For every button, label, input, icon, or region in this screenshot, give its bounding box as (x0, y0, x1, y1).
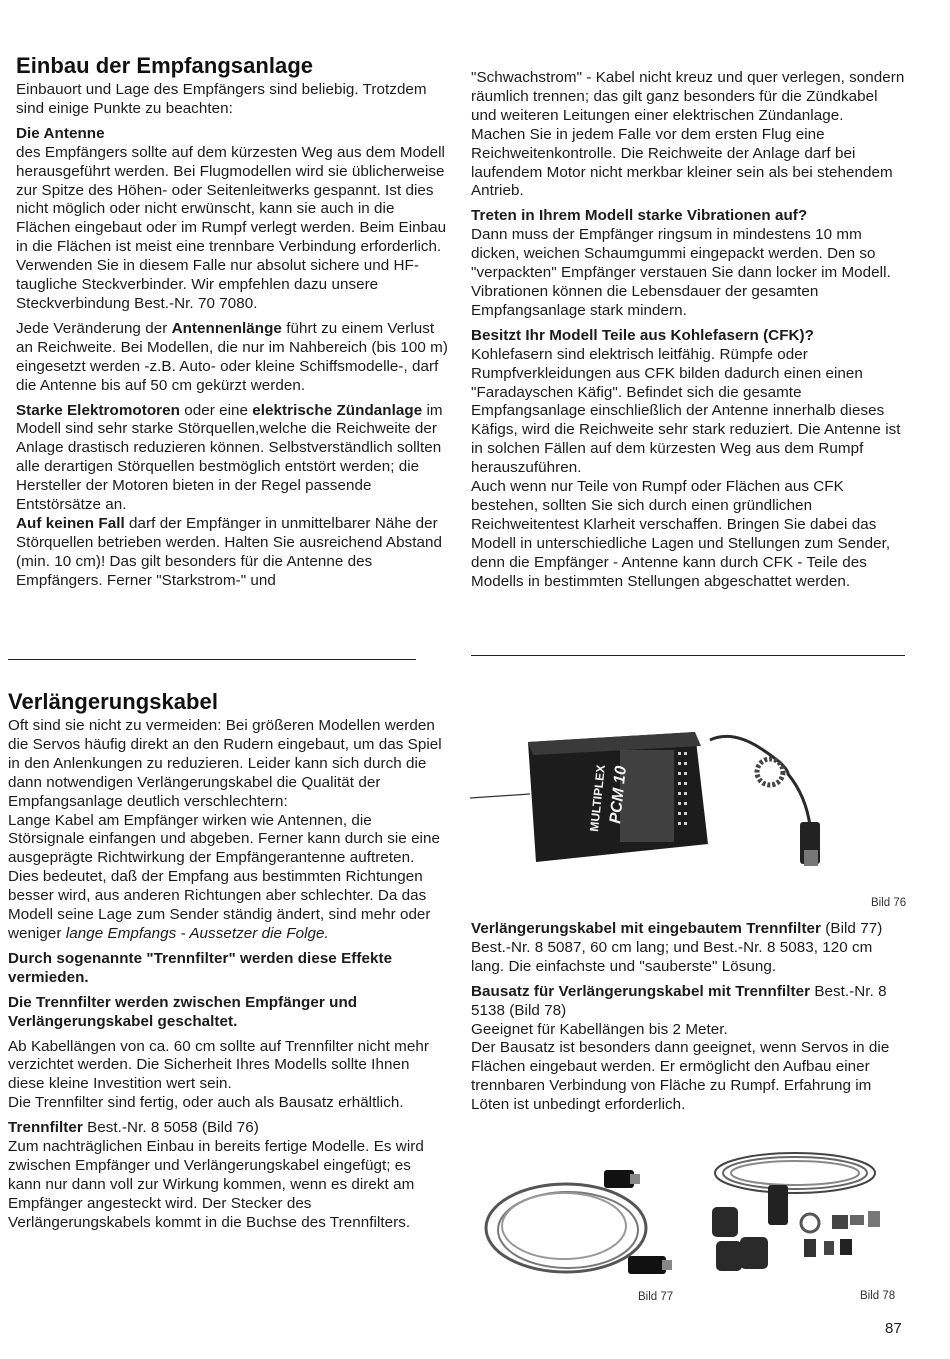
cfk-text: Kohlefasern sind elektrisch leitfähig. Rümpfe oder Rumpfverkleidungen aus CFK bilden dadurch einen einen "Faradayschen Käfig". Befindet sich die gesamte Empfangsanlage einschließlich der Antenne innerhalb dieses Käfigs, wird die Reichweite sehr stark reduziert. Die Antenne ist in solchen Fällen auf dem kürzesten Weg aus dem Rumpf herauszuführen. (471, 345, 901, 477)
page-number: 87 (885, 1320, 902, 1337)
section1-left-column (16, 53, 448, 591)
kit-connector (768, 1185, 788, 1225)
trennfilter-bold-2: Die Trennfilter werden zwischen Empfänger und Verlängerungskabel geschaltet. (8, 993, 358, 1030)
vibration-heading: Treten in Ihrem Modell starke Vibrationen auf? (471, 207, 808, 225)
bild-78-caption: Bild 78 (860, 1290, 896, 1302)
kit-description: Der Bausatz ist besonders dann geeignet, wenn Servos in die Flächen eingebaut werden. Er ermöglicht den Aufbau einer trennbaren Verbindung von Fläche zu Rumpf. Erfahrung im Löten ist unbedingt erforderlich. (471, 1039, 890, 1114)
receiver-photo (470, 712, 910, 892)
section2-intro: Oft sind sie nicht zu vermeiden: Bei größeren Modellen werden die Servos häufig direkt an den Rudern eingebaut, um das Spiel in den Anlenkungen zu reduzieren. Leider kann sich durch die dann notwendigen Verlängerungskabel die Qualität der Empfangsanlage deutlich verschlechtern: (8, 717, 442, 810)
trennfilter-product: Trennfilter Best.-Nr. 8 5058 (Bild 76) (8, 1119, 259, 1137)
extension-cable-product: Verlängerungskabel mit eingebautem Trennfilter (Bild 77) Best.-Nr. 8 5087, 60 cm lang; und Best.-Nr. 8 5083, 120 cm lang. Die einfachste und "sauberste" Lösung. (471, 920, 883, 975)
connector-top (604, 1170, 634, 1188)
section1-intro: Einbauort und Lage des Empfängers sind beliebig. Trotzdem sind einige Punkte zu beachten: (16, 81, 427, 117)
kit-product: Bausatz für Verlängerungskabel mit Trennfilter Best.-Nr. 8 5138 (Bild 78) (471, 982, 887, 1019)
no-case-paragraph: Auf keinen Fall darf der Empfänger in unmittelbarer Nähe der Störquellen betrieben werden. Halten Sie ausreichend Abstand (min. 10 cm)! Das gilt besonders für die Antenne des Empfängers. Ferner "Starkstrom-" und (16, 514, 443, 589)
antenna-length-paragraph: Jede Veränderung der Antennenlänge führt zu einem Verlust an Reichweite. Bei Modellen, die nur im Nahbereich (bis 100 m) eingesetzt werden -z.B. Auto- oder kleine Schiffsmodelle-, darf die Antenne bis auf 50 cm gekürzt werden. (16, 319, 448, 394)
section-divider-left (8, 659, 416, 660)
section1-title: Einbau der Empfangsanlage (16, 53, 314, 78)
receiver-brand-label: MULTIPLEX (587, 764, 608, 833)
kit-suitable-text: Geeignet für Kabellängen bis 2 Meter. (471, 1020, 728, 1038)
cfk-heading: Besitzt Ihr Modell Teile aus Kohlefasern (CFK)? (471, 326, 814, 344)
long-cables-italic: lange Empfangs - Aussetzer die Folge. (65, 924, 329, 942)
kit-wire-coil (715, 1153, 875, 1193)
section2-title: Verlängerungskabel (8, 689, 218, 714)
kit-parts-photo (700, 1145, 905, 1285)
motors-paragraph: Starke Elektromotoren oder eine elektrische Zündanlage im Modell sind sehr starke Störquellen,welche die Reichweite der Anlage drastisch reduzieren können. Selbstverständlich sollten alle derartigen Störquellen bestmöglich entstört werden; die Hersteller der Motoren bieten in der Regel passende Entstörsätze an. (16, 401, 443, 514)
extension-cable-photo (478, 1158, 688, 1286)
long-cables-text: Lange Kabel am Empfänger wirken wie Antennen, die Störsignale einfangen und abgeben. Ferner kann durch sie eine ausgeprägte Richtwirkung der Empfängerantenne auftreten. Dies bedeutet, daß der Empfang aus bestimmten Richtungen besser wird, aus anderen Richtungen aber schlechter. Da das Modell seine Lage zum Sender ständig ändert, sind mehr oder weniger lange Empfangs - Aussetzer die Folge. (8, 811, 440, 942)
kit-available-text: Die Trennfilter sind fertig, oder auch als Bausatz erhältlich. (8, 1094, 404, 1112)
receiver-model-label: PCM 10 (607, 765, 631, 825)
section2-right-column (471, 920, 907, 1115)
range-check-text: Machen Sie in jedem Falle vor dem ersten Flug eine Reichweitenkontrolle. Die Reichweite der Anlage darf bei laufendem Motor nicht merkbar kleiner sein als bei stehendem Antrieb. (471, 125, 893, 200)
section-divider-right (471, 655, 905, 656)
cable-length-text: Ab Kabellängen von ca. 60 cm sollte auf Trennfilter nicht mehr verzichtet werden. Die Sicherheit Ihres Modells sollte Ihnen diese kleine Investition wert sein. (8, 1037, 429, 1093)
cable-continued-text: "Schwachstrom" - Kabel nicht kreuz und quer verlegen, sondern räumlich trennen; das gilt ganz besonders für die Zündkabel und weiteren Leitungen einer elektrischen Zündanlage. (471, 69, 905, 124)
vibration-text: Dann muss der Empfänger ringsum in mindestens 10 mm dicken, weichen Schaumgummi eingepackt werden. Den so "verpackten" Empfänger verstauen Sie dann locker im Modell. Vibrationen können die Lebensdauer der gesamten Empfangsanlage stark mindern. (471, 226, 891, 319)
bild-76-caption: Bild 76 (871, 897, 907, 909)
trennfilter-text: Zum nachträglichen Einbau in bereits fertige Modelle. Es wird zwischen Empfänger und Verlängerungskabel eingefügt; es kann nur dann voll zur Wirkung kommen, wenn es direkt am Empfänger angesteckt wird. Der Stecker des Verlängerungskabels kommt in die Buchse des Trennfilters. (8, 1138, 424, 1231)
connector-bottom (628, 1256, 666, 1274)
antenna-text: des Empfängers sollte auf dem kürzesten Weg aus dem Modell herausgeführt werden. Bei Flugmodellen wird sie üblicherweise zur Spitze des Höhen- oder Seitenleitwerks gespannt. Ist dies nicht möglich oder nicht erwünscht, kann sie auch in die Flächen eingebaut oder im Rumpf verlegt werden. Beim Einbau in die Flächen ist meist eine trennbare Verbindung erforderlich. Verwenden Sie in diesem Falle nur absolut sichere und HF-taugliche Steckverbinder. Wir empfehlen dazu unsere Steckverbindung Best.-Nr. 70 7080. (16, 143, 447, 312)
antenna-wire (470, 794, 530, 798)
trennfilter-bold-1: Durch sogenannte "Trennfilter" werden diese Effekte vermieden. (8, 949, 393, 986)
ferrite-ring (757, 759, 783, 785)
antenna-heading: Die Antenne (16, 124, 105, 142)
section1-right-column (471, 69, 905, 591)
section2-left-column (8, 689, 446, 1233)
bild-77-caption: Bild 77 (638, 1291, 674, 1303)
kit-ferrite-cores (712, 1207, 768, 1271)
cfk-text-2: Auch wenn nur Teile von Rumpf oder Flächen aus CFK bestehen, sollten Sie sich durch einen gründlichen Reichweitentest Klarheit verschaffen. Bringen Sie dabei das Modell in unterschiedliche Lagen und Stellungen zum Sender, denn die Empfänger - Antenne kann durch CFK - Teile des Modells in bestimmten Stellungen abgeschattet werden. (471, 478, 891, 590)
antenna-length-bold: Antennenlänge (171, 319, 282, 337)
